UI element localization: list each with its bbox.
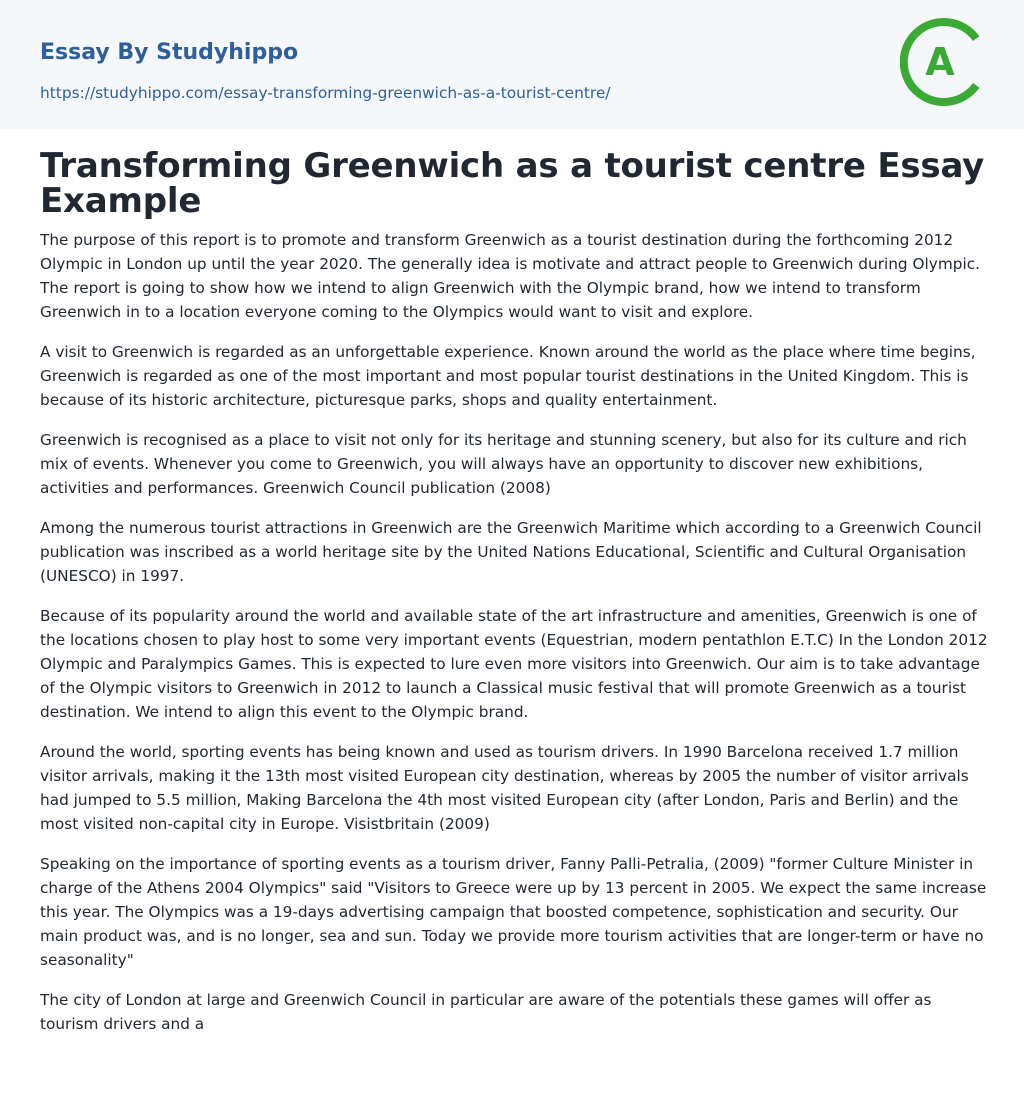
essay-paragraph: Among the numerous tourist attractions in Greenwich are the Greenwich Maritime which according to a Greenwich Council publication was inscribed as a world heritage site by the United Nations Educational, Scientific and Cultural Organisation (UNESCO) in 1997.: [40, 519, 982, 585]
site-header: [0, 0, 1024, 129]
logo-letter: A: [925, 40, 955, 84]
source-url-link[interactable]: https://studyhippo.com/essay-transforming-greenwich-as-a-tourist-centre/: [40, 84, 611, 102]
studyhippo-logo-icon[interactable]: [900, 18, 988, 106]
essay-paragraph: Because of its popularity around the world and available state of the art infrastructure and amenities, Greenwich is one of the locations chosen to play host to some very important events (Equestrian, modern pentathlon E.T.C) In the London 2012 Olympic and Paralympics Games. This is expected to lure even more visitors into Greenwich. Our aim is to take advantage of the Olympic visitors to Greenwich in 2012 to launch a Classical music festival that will promote Greenwich as a tourist destination. We intend to align this event to the Olympic brand.: [40, 607, 988, 721]
essay-paragraph: Around the world, sporting events has being known and used as tourism drivers. In 1990 Barcelona received 1.7 million visitor arrivals, making it the 13th most visited European city destination, whereas by 2005 the number of visitor arrivals had jumped to 5.5 million, Making Barcelona the 4th most visited European city (after London, Paris and Berlin) and the most visited non-capital city in Europe. Visistbritain (2009): [40, 743, 969, 833]
essay-paragraph: A visit to Greenwich is regarded as an unforgettable experience. Known around the world as the place where time begins, Greenwich is regarded as one of the most important and most popular tourist destinations in the United Kingdom. This is because of its historic architecture, picturesque parks, shops and quality entertainment.: [40, 343, 976, 409]
essay-paragraph: Speaking on the importance of sporting events as a tourism driver, Fanny Palli-Petralia, (2009) "former Culture Minister in charge of the Athens 2004 Olympics" said "Visitors to Greece were up by 13 percent in 2005. We expect the same increase this year. The Olympics was a 19-days advertising campaign that boosted competence, sophistication and security. Our main product was, and is no longer, sea and sun. Today we provide more tourism activities that are longer-term or have no seasonality": [40, 855, 987, 969]
essay-body: [40, 228, 988, 1052]
essay-paragraph: The purpose of this report is to promote and transform Greenwich as a tourist destination during the forthcoming 2012 Olympic in London up until the year 2020. The generally idea is motivate and attract people to Greenwich during Olympic. The report is going to show how we intend to align Greenwich with the Olympic brand, how we intend to transform Greenwich in to a location everyone coming to the Olympics would want to visit and explore.: [40, 231, 980, 321]
site-brand[interactable]: Essay By Studyhippo: [40, 40, 299, 65]
essay-paragraph: Greenwich is recognised as a place to visit not only for its heritage and stunning scenery, but also for its culture and rich mix of events. Whenever you come to Greenwich, you will always have an opportunity to discover new exhibitions, activities and performances. Greenwich Council publication (2008): [40, 431, 967, 497]
essay-paragraph: The city of London at large and Greenwich Council in particular are aware of the potentials these games will offer as tourism drivers and a: [40, 991, 932, 1033]
essay-title: Transforming Greenwich as a tourist centre Essay Example: [40, 146, 985, 221]
